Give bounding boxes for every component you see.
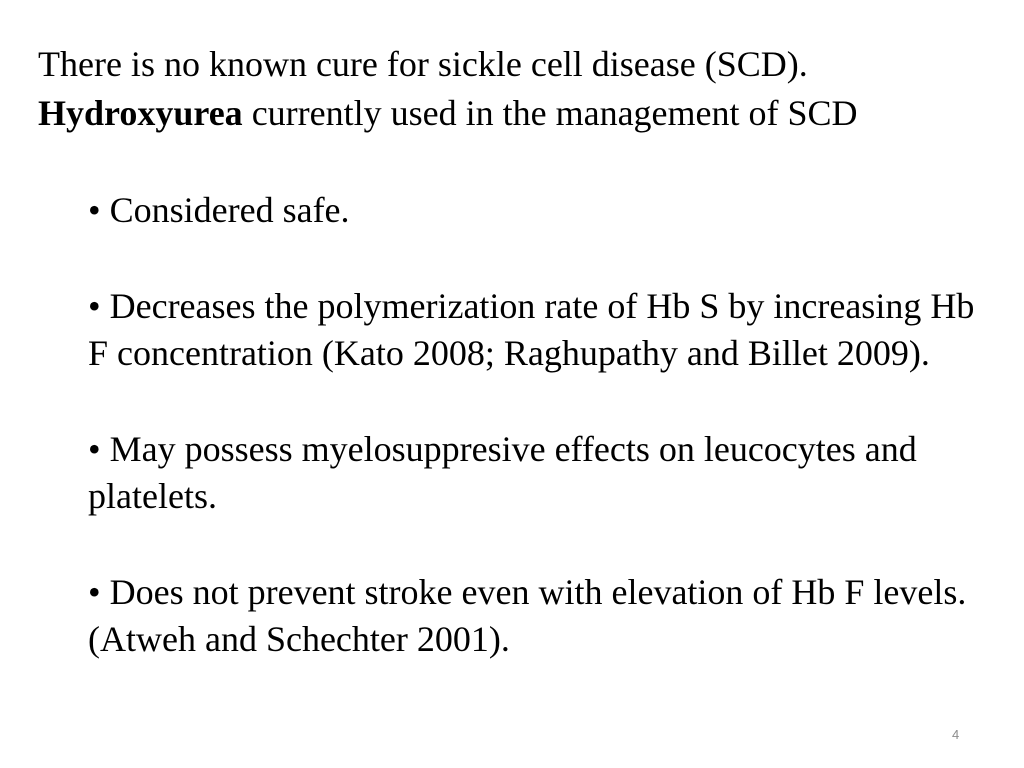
intro-line-1: There is no known cure for sickle cell disease (SCD). — [38, 44, 808, 84]
bullet-item — [88, 283, 993, 377]
intro-block — [38, 40, 998, 138]
bullet-icon: • — [88, 572, 101, 612]
bullet-icon: • — [88, 190, 101, 230]
page-number: 4 — [952, 727, 960, 742]
intro-line-2-rest: currently used in the management of SCD — [242, 93, 858, 133]
bullet-text: May possess myelosuppresive effects on leucocytes and platelets. — [88, 429, 917, 516]
bullet-text: Does not prevent stroke even with elevation of Hb F levels. (Atweh and Schechter 2001). — [88, 572, 967, 659]
bullet-icon: • — [88, 429, 101, 469]
bullet-list — [88, 187, 993, 663]
bullet-item — [88, 426, 993, 520]
bullet-icon: • — [88, 286, 101, 326]
bullet-item — [88, 187, 993, 234]
intro-line-2 — [38, 89, 998, 138]
bullet-text: Decreases the polymerization rate of Hb S by increasing Hb F concentration (Kato 2008; Raghupathy and Billet 2009). — [88, 286, 975, 373]
hydroxyurea-term: Hydroxyurea — [38, 93, 243, 133]
bullet-item — [88, 569, 993, 663]
bullet-text: Considered safe. — [109, 190, 350, 230]
